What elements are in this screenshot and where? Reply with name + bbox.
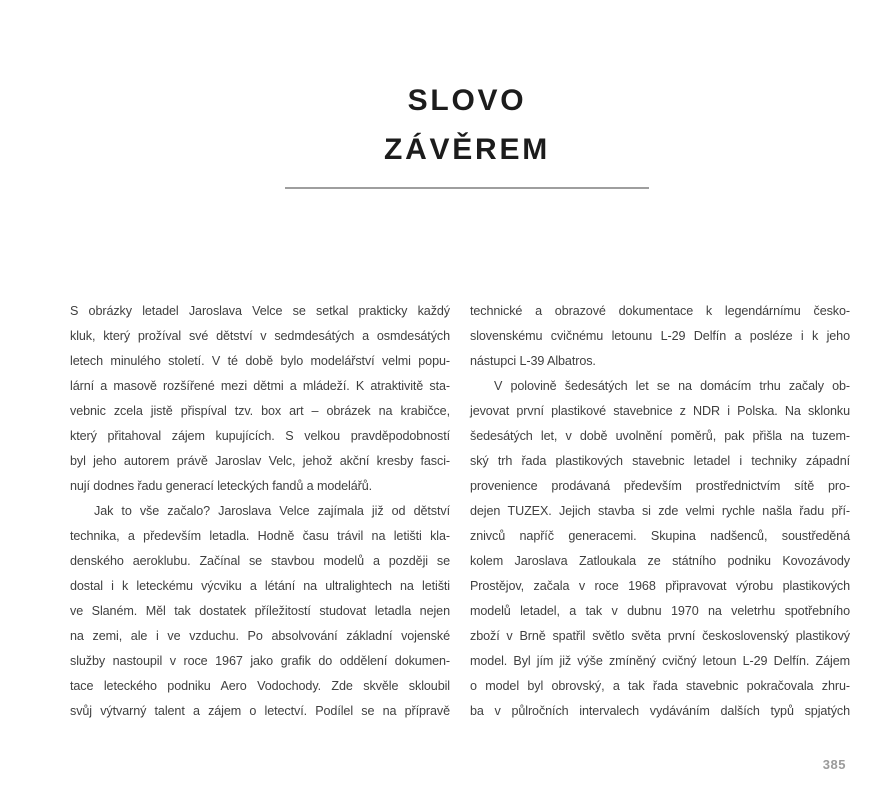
text-line: provenience prodávaná především prostřednictvím sítě pro- — [470, 479, 850, 493]
text-line: S obrázky letadel Jaroslava Velce se setkal prakticky každý — [70, 304, 450, 318]
text-line: byl jeho autorem právě Jaroslav Velc, jehož akční kresby fasci- — [70, 454, 450, 468]
text-line: ba v půlročních intervalech vydáváním dalších typů spjatých — [470, 704, 850, 718]
text-line: šedesátých let, v době uvolnění poměrů, pak přišla na tuzem- — [470, 429, 850, 443]
text-line: lární a masově rozšířené mezi dětmi a mládeží. K atraktivitě sta- — [70, 379, 450, 393]
chapter-title-line2: ZÁVĚREM — [384, 133, 550, 166]
text-line: modelů letadel, a tak v dubnu 1970 na veletrhu spotřebního — [470, 604, 850, 618]
text-line: dostal i k leteckému výcviku a létání na ultralightech na letišti — [70, 579, 450, 593]
page-number: 385 — [822, 757, 846, 772]
text-line: model. Byl jím již výše zmíněný cvičný letoun L-29 Delfín. Zájem — [470, 654, 850, 668]
text-line: kolem Jaroslava Zatloukala ze státního podniku Kovozávody — [470, 554, 850, 568]
chapter-title-line1: SLOVO — [407, 84, 527, 117]
text-line: dejen TUZEX. Jejich stavba si zde velmi rychle našla řadu pří- — [470, 504, 850, 518]
text-line: slovenskému cvičnému letounu L-29 Delfín a posléze i k jeho — [470, 329, 850, 343]
chapter-header — [285, 76, 649, 189]
text-line: ský trh řada plastikových stavebnic letadel i techniky západní — [470, 454, 850, 468]
text-line: nástupci L-39 Albatros. — [470, 354, 596, 368]
text-line: nují dodnes řadu generací leteckých fandů a modelářů. — [70, 479, 373, 493]
text-line: letech minulého století. V té době bylo modelářství velmi popu- — [70, 354, 450, 368]
text-line: který přitahoval zájem kupujících. S velkou pravděpodobností — [70, 429, 450, 443]
text-line: zboží v Brně spatřil světlo světa první československý plastikový — [470, 629, 850, 643]
chapter-title — [285, 76, 649, 174]
text-line: o model byl obrovský, a tak řada stavebnic pokračovala zhru- — [470, 679, 850, 693]
text-line: svůj výtvarný talent a zájem o letectví. Podílel se na přípravě — [70, 704, 450, 718]
text-line: tace leteckého podniku Aero Vodochody. Zde skvěle skloubil — [70, 679, 450, 693]
title-divider — [285, 187, 649, 189]
text-line: kluk, který prožíval své dětství v sedmdesátých a osmdesátých — [70, 329, 450, 343]
text-line: znivců napříč generacemi. Skupina nadšenců, soustředěná — [470, 529, 850, 543]
text-line: Prostějov, začala v roce 1968 připravovat výrobu plastikových — [470, 579, 850, 593]
text-line: technické a obrazové dokumentace k legendárnímu česko- — [470, 304, 850, 318]
text-column-right — [470, 299, 850, 724]
text-line: vebnic zcela jistě přispíval tzv. box art – obrázek na krabičce, — [70, 404, 450, 418]
text-line: V polovině šedesátých let se na domácím trhu začaly ob- — [494, 379, 850, 393]
text-line: Jak to vše začalo? Jaroslava Velce zajímala již od dětství — [94, 504, 450, 518]
text-line: služby nastoupil v roce 1967 jako grafik do oddělení dokumen- — [70, 654, 450, 668]
text-columns — [70, 299, 850, 724]
text-line: ve Slaném. Měl tak dostatek příležitostí studovat letadla nejen — [70, 604, 450, 618]
text-line: denského aeroklubu. Začínal se stavbou modelů a později se — [70, 554, 450, 568]
text-line: na zemi, ale i ve vzduchu. Po absolvování základní vojenské — [70, 629, 450, 643]
text-line: jevovat první plastikové stavebnice z NDR i Polska. Na sklonku — [470, 404, 850, 418]
text-line: technika, a především letadla. Hodně času trávil na letišti kla- — [70, 529, 450, 543]
text-column-left — [70, 299, 450, 724]
